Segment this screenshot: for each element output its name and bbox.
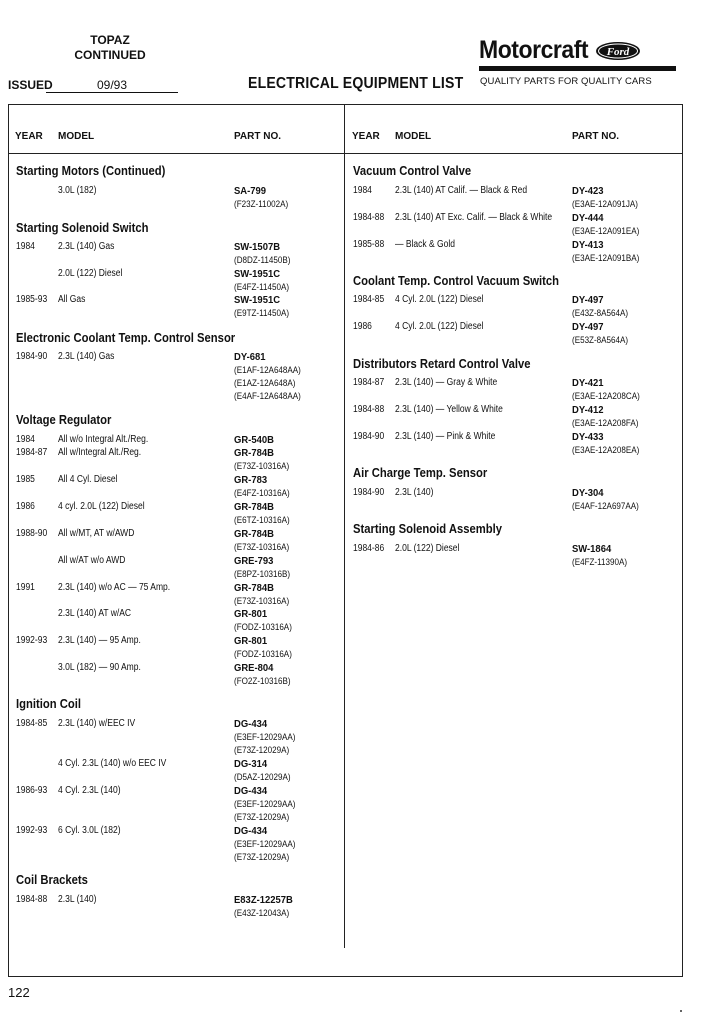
- part-number: GR-801: [234, 635, 268, 647]
- model: 2.3L (140) Gas: [58, 241, 115, 252]
- model: 4 cyl. 2.0L (122) Diesel: [58, 501, 145, 512]
- motorcraft-logo: [479, 36, 642, 65]
- part-alt: (E3EF-12029AA): [234, 799, 296, 810]
- model: All w/AT w/o AWD: [58, 555, 126, 566]
- section-title: Vacuum Control Valve: [353, 164, 472, 178]
- part-number: DY-497: [572, 321, 604, 333]
- scan-speck: [680, 1010, 682, 1012]
- part-alt: (E3EF-12029AA): [234, 839, 296, 850]
- part-alt: (FO2Z-10316B): [234, 676, 291, 687]
- model: 2.3L (140) Gas: [58, 351, 115, 362]
- part-alt: (E6TZ-10316A): [234, 515, 290, 526]
- part-alt: (E3AE-12A208FA): [572, 418, 639, 429]
- right-part-header: PART NO.: [572, 131, 620, 142]
- year: 1992-93: [16, 635, 48, 646]
- part-alt: (E4FZ-11390A): [572, 557, 628, 568]
- vehicle-name: TOPAZ: [90, 33, 130, 47]
- part-number: DY-433: [572, 431, 604, 443]
- year: 1984-90: [353, 487, 385, 498]
- part-number: GR-801: [234, 608, 268, 620]
- year: 1986-93: [16, 785, 48, 796]
- section-title: Ignition Coil: [16, 697, 81, 711]
- part-alt: (E4FZ-10316A): [234, 488, 290, 499]
- part-number: DG-434: [234, 785, 268, 797]
- year: 1992-93: [16, 825, 48, 836]
- header-divider: [9, 153, 682, 154]
- year: 1984-87: [16, 447, 48, 458]
- model: All w/Integral Alt./Reg.: [58, 447, 142, 458]
- part-alt: (D8DZ-11450B): [234, 255, 291, 266]
- left-year-header: YEAR: [15, 131, 43, 142]
- part-number: DG-434: [234, 718, 268, 730]
- brand-tagline: QUALITY PARTS FOR QUALITY CARS: [480, 76, 652, 87]
- model: 4 Cyl. 2.3L (140): [58, 785, 121, 796]
- part-number: GR-784B: [234, 447, 274, 459]
- model: 3.0L (182) — 90 Amp.: [58, 662, 141, 673]
- part-alt: (F23Z-11002A): [234, 199, 289, 210]
- part-alt: (E73Z-10316A): [234, 542, 290, 553]
- year: 1984-88: [353, 404, 385, 415]
- model: 2.3L (140): [395, 487, 434, 498]
- right-model-header: MODEL: [395, 131, 432, 142]
- part-alt: (E73Z-10316A): [234, 596, 290, 607]
- part-alt: (E73Z-12029A): [234, 812, 290, 823]
- part-number: DY-497: [572, 294, 604, 306]
- part-number: GRE-793: [234, 555, 274, 567]
- page-number: 122: [8, 985, 30, 1000]
- issued-label: ISSUED: [8, 78, 53, 92]
- column-divider: [344, 105, 345, 948]
- part-number: GR-783: [234, 474, 268, 486]
- model: — Black & Gold: [395, 239, 456, 250]
- part-alt: (E4AF-12A648AA): [234, 391, 301, 402]
- part-alt: (E3EF-12029AA): [234, 732, 296, 743]
- year: 1984-90: [16, 351, 48, 362]
- part-alt: (E43Z-8A564A): [572, 308, 629, 319]
- part-alt: (D5AZ-12029A): [234, 772, 291, 783]
- part-number: SW-1951C: [234, 268, 281, 280]
- part-alt: (FODZ-10316A): [234, 622, 292, 633]
- issued-date: 09/93: [96, 78, 128, 92]
- part-alt: (E73Z-12029A): [234, 852, 290, 863]
- year: 1986: [353, 321, 372, 332]
- part-alt: (E73Z-12029A): [234, 745, 290, 756]
- ford-oval-icon: [594, 40, 642, 62]
- part-number: SW-1951C: [234, 294, 281, 306]
- part-alt: (E73Z-10316A): [234, 461, 290, 472]
- document-title: ELECTRICAL EQUIPMENT LIST: [248, 75, 464, 92]
- year: 1984-88: [16, 894, 48, 905]
- year: 1988-90: [16, 528, 48, 539]
- left-part-header: PART NO.: [234, 131, 282, 142]
- year: 1985-93: [16, 294, 48, 305]
- part-number: SW-1507B: [234, 241, 281, 253]
- part-alt: (E1AF-12A648AA): [234, 365, 301, 376]
- part-alt: (FODZ-10316A): [234, 649, 292, 660]
- model: All 4 Cyl. Diesel: [58, 474, 118, 485]
- year: 1984-88: [353, 212, 385, 223]
- part-number: SW-1864: [572, 543, 612, 555]
- section-title: Coil Brackets: [16, 873, 88, 887]
- part-number: GRE-804: [234, 662, 274, 674]
- section-title: Distributors Retard Control Valve: [353, 357, 531, 371]
- model: 4 Cyl. 2.0L (122) Diesel: [395, 321, 484, 332]
- model: 2.3L (140) AT w/AC: [58, 608, 132, 619]
- part-alt: (E3AE-12A208CA): [572, 391, 640, 402]
- part-alt: (E43Z-12043A): [234, 908, 290, 919]
- model: 2.3L (140) AT Calif. — Black & Red: [395, 185, 528, 196]
- model: All w/MT, AT w/AWD: [58, 528, 135, 539]
- section-title: Starting Solenoid Switch: [16, 221, 149, 235]
- year: 1984: [16, 241, 35, 252]
- model: 6 Cyl. 3.0L (182): [58, 825, 121, 836]
- model: 2.3L (140) — Gray & White: [395, 377, 498, 388]
- part-number: DG-314: [234, 758, 268, 770]
- model: 2.3L (140): [58, 894, 97, 905]
- model: 2.3L (140) w/EEC IV: [58, 718, 136, 729]
- model: All Gas: [58, 294, 86, 305]
- part-number: DY-304: [572, 487, 604, 499]
- part-number: DY-421: [572, 377, 604, 389]
- year: 1984: [353, 185, 372, 196]
- part-alt: (E4AF-12A697AA): [572, 501, 639, 512]
- part-number: SA-799: [234, 185, 267, 197]
- section-title: Starting Motors (Continued): [16, 164, 166, 178]
- brand-bar: [479, 66, 676, 71]
- year: 1984-87: [353, 377, 385, 388]
- part-alt: (E9TZ-11450A): [234, 308, 290, 319]
- year: 1984-85: [16, 718, 48, 729]
- model: 2.3L (140) AT Exc. Calif. — Black & White: [395, 212, 553, 223]
- part-number: E83Z-12257B: [234, 894, 293, 906]
- part-alt: (E8PZ-10316B): [234, 569, 291, 580]
- part-number: DY-413: [572, 239, 604, 251]
- part-alt: (E1AZ-12A648A): [234, 378, 296, 389]
- year: 1984-86: [353, 543, 385, 554]
- vehicle-continued: CONTINUED: [74, 48, 146, 62]
- section-title: Coolant Temp. Control Vacuum Switch: [353, 274, 560, 288]
- section-title: Voltage Regulator: [16, 413, 112, 427]
- year: 1986: [16, 501, 35, 512]
- model: 4 Cyl. 2.0L (122) Diesel: [395, 294, 484, 305]
- model: 2.0L (122) Diesel: [58, 268, 123, 279]
- left-model-header: MODEL: [58, 131, 95, 142]
- year: 1985: [16, 474, 35, 485]
- year: 1991: [16, 582, 35, 593]
- year: 1985-88: [353, 239, 385, 250]
- part-alt: (E3AE-12A208EA): [572, 445, 640, 456]
- brand-name: Motorcraft: [479, 36, 589, 64]
- year: 1984-85: [353, 294, 385, 305]
- part-alt: (E3AE-12A091BA): [572, 253, 640, 264]
- part-alt: (E3AE-12A091EA): [572, 226, 640, 237]
- part-number: DG-434: [234, 825, 268, 837]
- section-title: Starting Solenoid Assembly: [353, 522, 502, 536]
- section-title: Air Charge Temp. Sensor: [353, 466, 488, 480]
- vehicle-heading: [60, 33, 160, 63]
- part-number: GR-540B: [234, 434, 274, 446]
- model: 2.3L (140) w/o AC — 75 Amp.: [58, 582, 171, 593]
- part-number: DY-444: [572, 212, 604, 224]
- right-year-header: YEAR: [352, 131, 380, 142]
- part-alt: (E53Z-8A564A): [572, 335, 629, 346]
- model: 2.3L (140) — Yellow & White: [395, 404, 503, 415]
- model: 2.3L (140) — 95 Amp.: [58, 635, 141, 646]
- model: 2.0L (122) Diesel: [395, 543, 460, 554]
- model: 4 Cyl. 2.3L (140) w/o EEC IV: [58, 758, 167, 769]
- part-alt: (E3AE-12A091JA): [572, 199, 638, 210]
- part-alt: (E4FZ-11450A): [234, 282, 290, 293]
- model: 3.0L (182): [58, 185, 97, 196]
- issued-underline: [46, 92, 178, 93]
- section-title: Electronic Coolant Temp. Control Sensor: [16, 331, 236, 345]
- model: All w/o Integral Alt./Reg.: [58, 434, 149, 445]
- part-number: DY-681: [234, 351, 266, 363]
- part-number: DY-412: [572, 404, 604, 416]
- part-number: DY-423: [572, 185, 604, 197]
- year: 1984-90: [353, 431, 385, 442]
- part-number: GR-784B: [234, 528, 274, 540]
- part-number: GR-784B: [234, 501, 274, 513]
- part-number: GR-784B: [234, 582, 274, 594]
- ford-oval-text: Ford: [606, 45, 629, 58]
- year: 1984: [16, 434, 35, 445]
- model: 2.3L (140) — Pink & White: [395, 431, 496, 442]
